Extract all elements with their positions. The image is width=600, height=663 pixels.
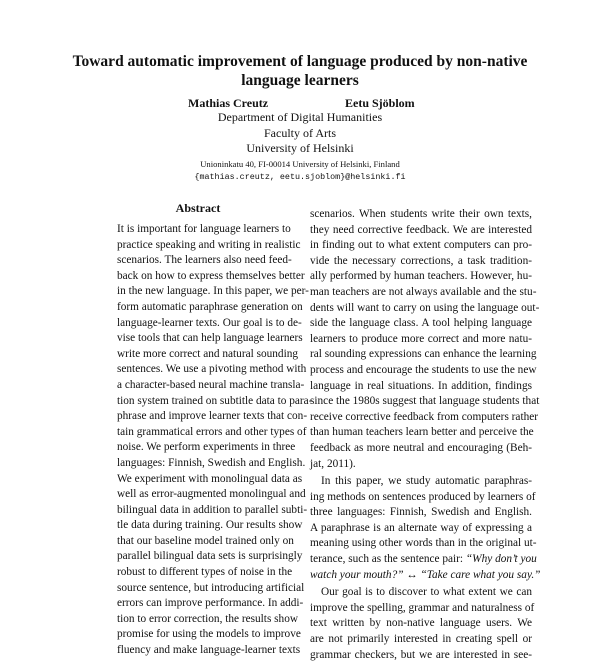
body-line-quote (310, 568, 541, 584)
quote-take-care: “Take care what you say.” (420, 568, 541, 581)
faculty: Faculty of Arts (264, 125, 336, 140)
abstract-text (117, 222, 313, 659)
equivalence-arrow: ↔ (406, 568, 418, 581)
abstract-line: fluency and make language-learner texts (117, 644, 301, 657)
abstract-line: phrase and improve learner texts that con- (117, 410, 308, 423)
body-line: jat, 2011). (310, 457, 356, 470)
body-line: than human teachers learn better and perceive the (310, 426, 534, 439)
postal-address: Unioninkatu 40, FI-00014 University of Helsinki, Finland (200, 158, 400, 169)
quote-watch: watch your mouth?” (310, 568, 404, 581)
body-line: are not primarily interested in creating spell or (310, 633, 532, 646)
abstract-line: tle data during training. Our results show (117, 519, 303, 532)
abstract-line: parallel bilingual data sets is surprisingly (117, 550, 303, 563)
abstract-line: bilingual data in addition to parallel subti- (117, 503, 308, 516)
abstract-line: language-learner texts. Our goal is to de- (117, 316, 302, 329)
body-line: Our goal is to discover to what extent we can (321, 586, 532, 599)
body-line: dents will want to carry on using the language out- (310, 301, 540, 314)
body-line: A paraphrase is an alternate way of expressing a (310, 521, 532, 534)
body-line: ally performed by human teachers. However, hu- (310, 270, 532, 283)
abstract-line: We experiment with monolingual data as (117, 472, 303, 485)
body-line: learners to produce more correct and more natu- (310, 332, 532, 345)
abstract-line: practice speaking and writing in realistic (117, 238, 301, 251)
university: University of Helsinki (246, 141, 354, 155)
body-line: feedback as more neutral and encouraging (Beh- (310, 441, 532, 454)
body-text-fragment: terance, such as the sentence pair: (310, 553, 464, 566)
author-2: Eetu Sjöblom (345, 96, 415, 110)
body-line: language in real situations. In addition, findings (310, 379, 532, 392)
abstract-line: form automatic paraphrase generation on (117, 300, 303, 313)
body-line: improve the spelling, grammar and naturalness of (310, 601, 535, 614)
abstract-line: vise tools that can help language learners (117, 332, 303, 345)
body-line: text written by non-native language users. We (310, 617, 532, 630)
body-line: ing methods on sentences produced by learners of (310, 490, 536, 503)
abstract-heading: Abstract (175, 201, 221, 215)
department: Department of Digital Humanities (217, 110, 383, 124)
body-line: in finding out to what extent computers can pro- (310, 239, 532, 252)
abstract-line: promise for using the models to improve (117, 628, 301, 641)
abstract-line: source sentence, but introducing artificial (117, 581, 305, 594)
abstract-line: errors can improve performance. In addi- (117, 597, 304, 610)
abstract-line: It is important for language learners to (117, 223, 291, 235)
abstract-line: write more correct and natural sounding (117, 347, 298, 360)
title-line-2: language learners (241, 72, 359, 89)
body-line: In this paper, we study automatic paraphras- (321, 475, 532, 488)
affiliation (100, 110, 500, 184)
abstract-line: in the new language. In this paper, we per- (117, 285, 309, 298)
body-text (310, 207, 541, 663)
quote-why: “Why don’t you (465, 553, 537, 566)
title-line-1: Toward automatic improvement of language produced by non-native (72, 53, 528, 70)
abstract-line: tion to error correction, the results show (117, 612, 299, 625)
body-line: man teachers are not always available and the stu- (310, 285, 537, 298)
body-line: grammar checkers, but we are interested in see- (310, 648, 532, 661)
abstract-line: robust to different types of noise in the (117, 566, 293, 579)
abstract-line: scenarios. The learners also need feed- (117, 254, 292, 267)
author-1: Mathias Creutz (188, 96, 269, 110)
abstract-line: back on how to express themselves better (117, 269, 305, 282)
body-line: ral sounding expressions can enhance the learning (310, 348, 537, 361)
body-line: scenarios. When students write their own texts, (310, 208, 532, 220)
body-line: vide the necessary corrections, a task tradition- (310, 254, 532, 267)
body-line: they need corrective feedback. We are interested (310, 223, 532, 236)
author-emails: {mathias.creutz, eetu.sjoblom}@helsinki.fi (194, 171, 406, 182)
abstract-line: sentences. We use a pivoting method with (117, 363, 307, 376)
abstract-line: tion system trained on subtitle data to para- (117, 394, 313, 407)
abstract-line: tain grammatical errors and other types of (117, 425, 307, 438)
body-line: side the language class. A tool helping language (310, 317, 532, 330)
paper-title (60, 52, 540, 90)
body-line: receive corrective feedback from computers rather (310, 410, 539, 423)
body-line: since the 1980s suggest that language students that (310, 395, 540, 408)
abstract-line: a character-based neural machine transla- (117, 378, 305, 391)
body-line: process and encourage the students to use the new (310, 363, 537, 376)
abstract-line: well as error-augmented monolingual and (117, 488, 306, 501)
body-line-quote (310, 552, 537, 568)
abstract-line: languages: Finnish, Swedish and English. (117, 456, 306, 469)
abstract-line: that our baseline model trained only on (117, 534, 294, 547)
body-line: meaning using other words than in the original ut- (310, 537, 537, 550)
body-line: three languages: Finnish, Swedish and English. (310, 506, 532, 519)
abstract-line: noise. We perform experiments in three (117, 441, 296, 454)
